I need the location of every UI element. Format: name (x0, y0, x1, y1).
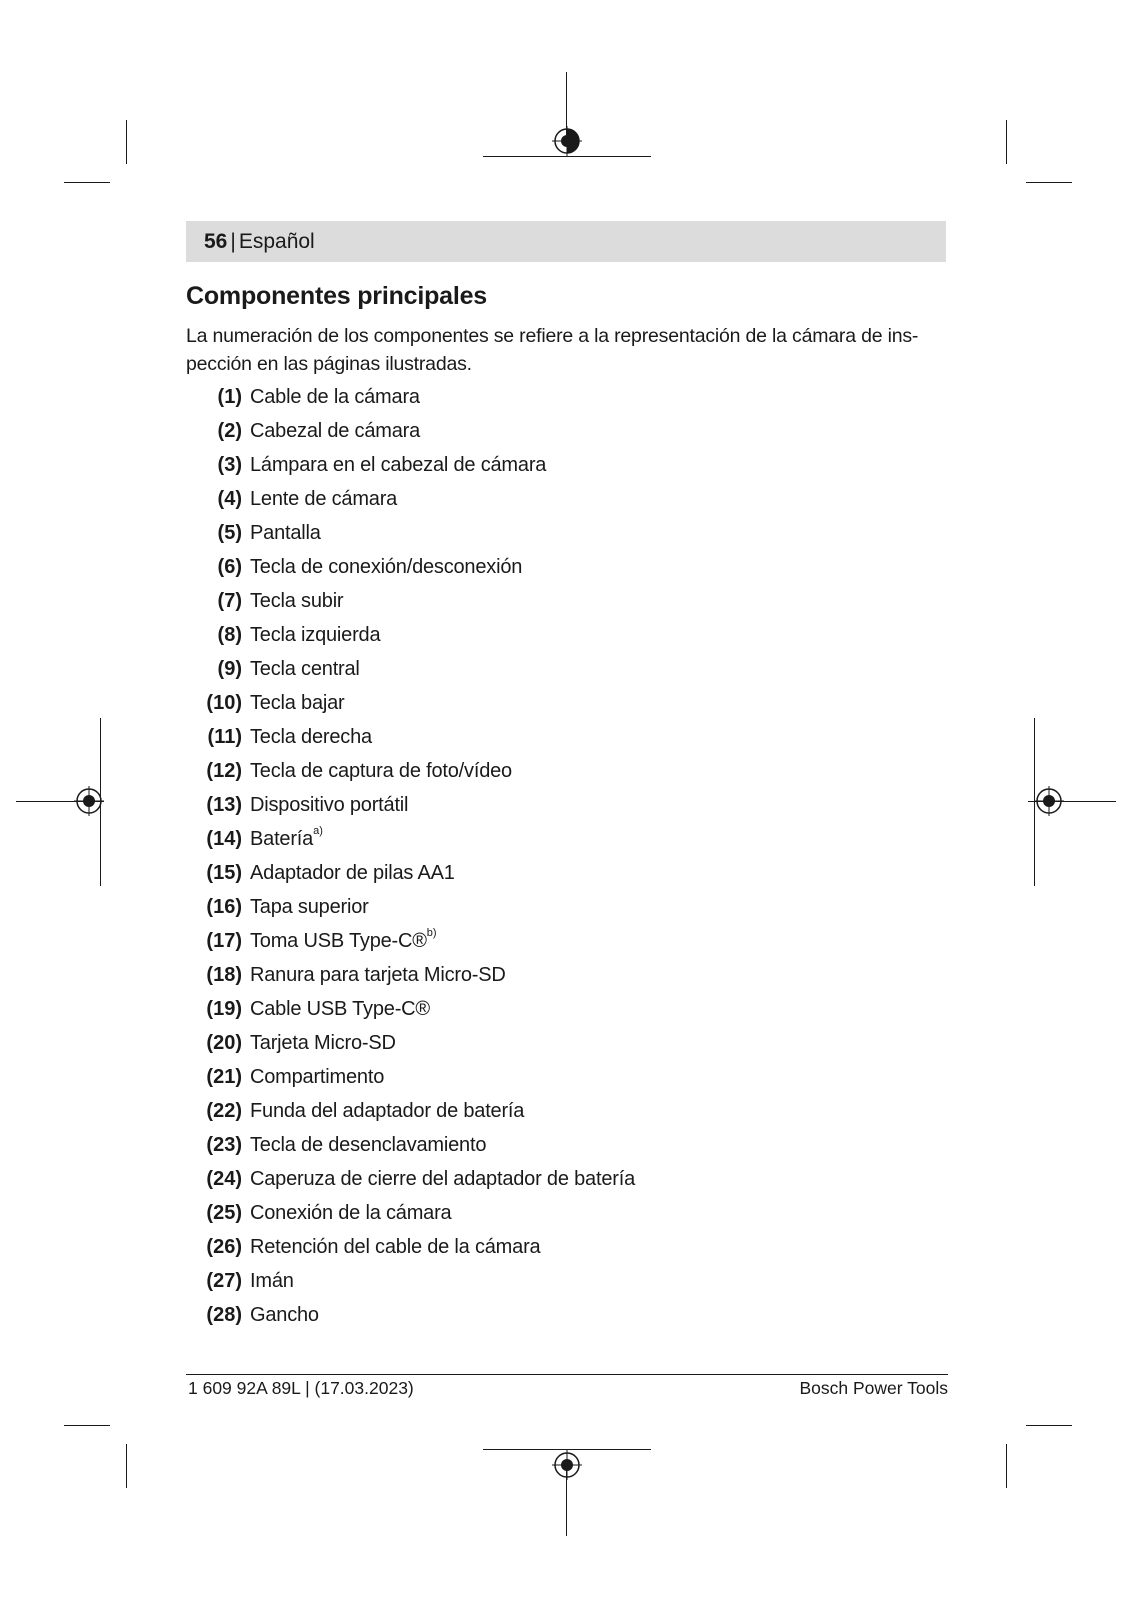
footer-brand: Bosch Power Tools (799, 1378, 948, 1398)
item-label: Toma USB Type-C® (250, 930, 427, 952)
item-label: Tarjeta Micro-SD (250, 1032, 396, 1054)
list-item (186, 1060, 946, 1094)
list-item (186, 652, 946, 686)
list-item (186, 380, 946, 414)
item-label: Adaptador de pilas AA1 (250, 862, 455, 884)
item-number: (25) (206, 1202, 242, 1224)
item-label: Tecla bajar (250, 692, 345, 714)
registration-target-icon (552, 126, 582, 156)
item-label: Tecla izquierda (250, 624, 381, 646)
list-item (186, 448, 946, 482)
item-number: (19) (206, 998, 242, 1020)
list-item (186, 686, 946, 720)
list-item (186, 754, 946, 788)
item-label: Tecla de desenclavamiento (250, 1134, 487, 1156)
item-number: (4) (217, 488, 242, 510)
item-label: Cable USB Type-C® (250, 998, 430, 1020)
item-label: Dispositivo portátil (250, 794, 409, 816)
list-item (186, 720, 946, 754)
item-label: Tecla subir (250, 590, 344, 612)
item-label: Caperuza de cierre del adaptador de batería (250, 1168, 635, 1190)
crop-mark (1026, 1425, 1072, 1426)
footnote-marker: a) (313, 825, 323, 838)
list-item (186, 1026, 946, 1060)
item-number: (3) (217, 454, 242, 476)
component-list (186, 380, 946, 1332)
list-item (186, 1230, 946, 1264)
item-label: Tapa superior (250, 896, 369, 918)
registration-target-icon (1034, 786, 1064, 816)
list-item (186, 822, 946, 856)
list-item (186, 1196, 946, 1230)
item-label: Ranura para tarjeta Micro-SD (250, 964, 506, 986)
item-number: (8) (217, 624, 242, 646)
item-number: (7) (217, 590, 242, 612)
item-label: Tecla central (250, 658, 360, 680)
crop-mark (1026, 182, 1072, 183)
crop-mark (64, 1425, 110, 1426)
item-number: (9) (217, 658, 242, 680)
footnote-marker: b) (426, 927, 437, 940)
registration-line (483, 156, 651, 157)
item-number: (12) (206, 760, 242, 782)
list-item (186, 1298, 946, 1332)
item-number: (13) (206, 794, 242, 816)
list-item (186, 890, 946, 924)
item-label: Tecla derecha (250, 726, 372, 748)
crop-mark (126, 120, 127, 164)
item-number: (22) (206, 1100, 242, 1122)
list-item (186, 1094, 946, 1128)
item-label: Tecla de captura de foto/vídeo (250, 760, 512, 782)
item-number: (5) (217, 522, 242, 544)
list-item (186, 618, 946, 652)
registration-target-icon (74, 786, 104, 816)
list-item (186, 516, 946, 550)
crop-mark (126, 1444, 127, 1488)
intro-line: La numeración de los componentes se refiere a la representación de la cámara de ins- (186, 325, 919, 347)
item-number: (1) (217, 386, 242, 408)
header-language: Español (238, 230, 315, 253)
list-item (186, 958, 946, 992)
crop-mark (1006, 120, 1007, 164)
item-number: (28) (206, 1304, 242, 1326)
footer-divider (186, 1374, 948, 1375)
crop-mark (64, 182, 110, 183)
list-item (186, 584, 946, 618)
item-number: (17) (206, 930, 242, 952)
item-number: (23) (206, 1134, 242, 1156)
item-label: Lámpara en el cabezal de cámara (250, 454, 547, 476)
list-item (186, 414, 946, 448)
item-label: Lente de cámara (250, 488, 398, 510)
list-item (186, 992, 946, 1026)
item-label: Pantalla (250, 522, 321, 544)
item-label: Conexión de la cámara (250, 1202, 452, 1224)
list-item (186, 924, 946, 958)
item-label: Cable de la cámara (250, 386, 420, 408)
item-number: (6) (217, 556, 242, 578)
item-number: (11) (207, 726, 242, 748)
item-label: Funda del adaptador de batería (250, 1100, 525, 1122)
list-item (186, 856, 946, 890)
footer-document-id: 1 609 92A 89L | (17.03.2023) (188, 1378, 414, 1398)
list-item (186, 1128, 946, 1162)
item-label: Retención del cable de la cámara (250, 1236, 541, 1258)
item-number: (27) (206, 1270, 242, 1292)
item-number: (15) (206, 862, 242, 884)
crop-mark (1006, 1444, 1007, 1488)
list-item (186, 788, 946, 822)
header-separator: | (230, 230, 236, 253)
item-number: (24) (206, 1168, 242, 1190)
registration-target-icon (552, 1450, 582, 1480)
item-label: Gancho (250, 1304, 319, 1326)
item-number: (20) (206, 1032, 242, 1054)
list-item (186, 1264, 946, 1298)
list-item (186, 1162, 946, 1196)
section-intro (186, 322, 946, 378)
item-number: (18) (206, 964, 242, 986)
item-label: Batería (250, 828, 314, 850)
page-number: 56 (204, 230, 228, 253)
item-label: Imán (250, 1270, 294, 1292)
item-number: (21) (206, 1066, 242, 1088)
item-number: (10) (206, 692, 242, 714)
item-number: (14) (206, 828, 242, 850)
item-label: Compartimento (250, 1066, 385, 1088)
list-item (186, 550, 946, 584)
item-number: (16) (206, 896, 242, 918)
item-label: Tecla de conexión/desconexión (250, 556, 523, 578)
section-title: Componentes principales (186, 282, 488, 310)
item-label: Cabezal de cámara (250, 420, 421, 442)
list-item (186, 482, 946, 516)
intro-line: pección en las páginas ilustradas. (186, 353, 472, 375)
page-header (186, 221, 946, 262)
item-number: (2) (217, 420, 242, 442)
item-number: (26) (206, 1236, 242, 1258)
